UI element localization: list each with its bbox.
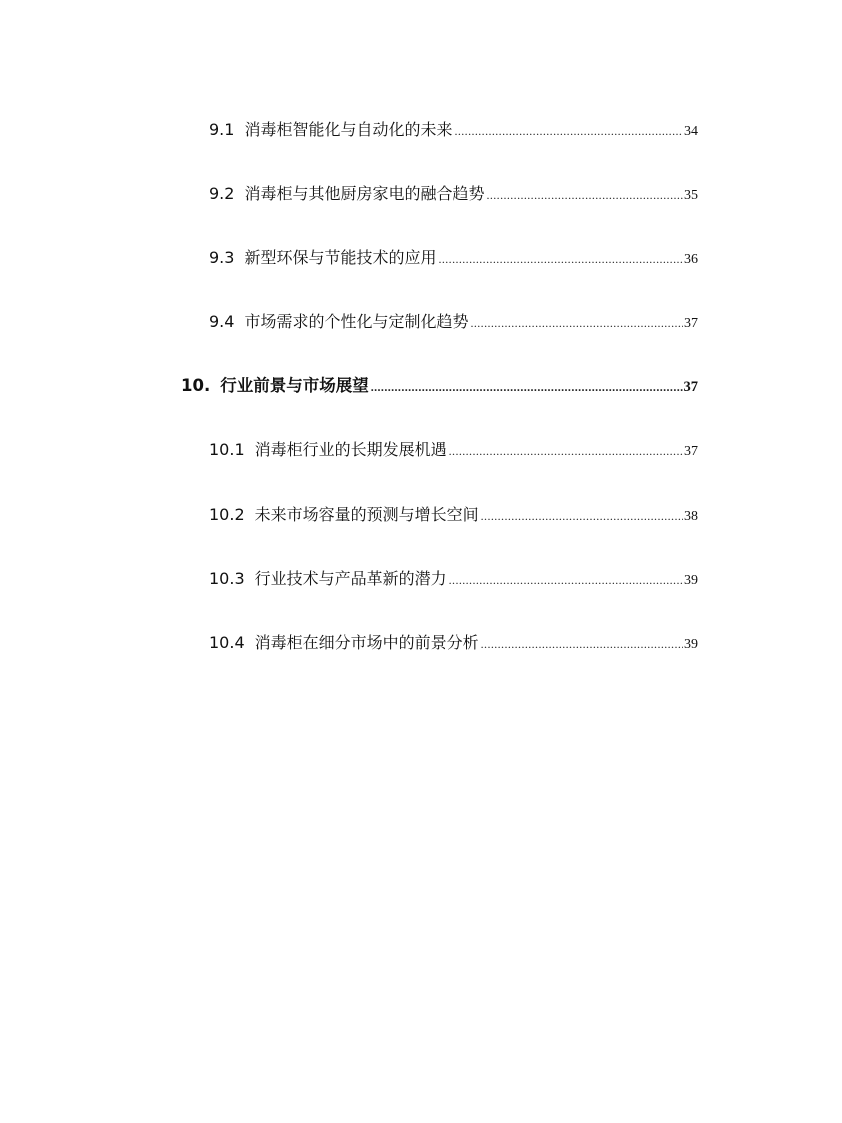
toc-entry-number: 10. [181,376,211,395]
toc-entry-title: 消毒柜与其他厨房家电的融合趋势 [244,184,485,203]
toc-entry-number: 9.1 [209,120,235,139]
toc-entry-9-3[interactable] [209,244,698,272]
toc-dot-leader [438,245,683,273]
toc-dot-leader [481,502,683,530]
toc-entry-9-2[interactable] [209,180,698,208]
toc-entry-page: 37 [683,379,698,395]
toc-entry-number: 9.2 [209,184,235,203]
toc-entry-10[interactable] [181,372,698,400]
toc-entry-title: 消毒柜在细分市场中的前景分析 [254,633,479,652]
toc-entry-title: 消毒柜行业的长期发展机遇 [254,440,447,459]
toc-entry-title: 市场需求的个性化与定制化趋势 [244,312,469,331]
toc-entry-10-4[interactable] [209,629,698,657]
toc-entry-title: 消毒柜智能化与自动化的未来 [244,120,453,139]
toc-dot-leader [449,566,683,594]
toc-entry-number: 9.4 [209,312,235,331]
toc-dot-leader [470,309,683,337]
toc-entry-page: 34 [684,124,698,139]
toc-entry-9-4[interactable] [209,308,698,336]
toc-entry-10-2[interactable] [209,501,698,529]
toc-entry-title: 新型环保与节能技术的应用 [244,248,437,267]
toc-entry-10-1[interactable] [209,436,698,464]
toc-entry-10-3[interactable] [209,565,698,593]
toc-entry-title: 行业前景与市场展望 [220,376,369,395]
toc-dot-leader [486,181,683,209]
toc-entry-number: 10.3 [209,569,245,588]
toc-entry-page: 36 [684,252,698,267]
toc-entry-number: 9.3 [209,248,235,267]
toc-entry-page: 38 [684,509,698,524]
toc-dot-leader [449,437,683,465]
toc-entry-number: 10.1 [209,440,245,459]
toc-entry-number: 10.2 [209,505,245,524]
toc-entry-title: 未来市场容量的预测与增长空间 [254,505,479,524]
toc-entry-page: 37 [684,316,698,331]
toc-entry-number: 10.4 [209,633,245,652]
toc-entry-page: 37 [684,444,698,459]
toc-dot-leader [371,373,683,401]
toc-entry-title: 行业技术与产品革新的潜力 [254,569,447,588]
toc-entry-page: 39 [684,573,698,588]
toc-dot-leader [454,117,683,145]
toc-entry-page: 35 [684,188,698,203]
toc-dot-leader [481,630,683,658]
toc-entry-9-1[interactable] [209,116,698,144]
toc-entry-page: 39 [684,637,698,652]
